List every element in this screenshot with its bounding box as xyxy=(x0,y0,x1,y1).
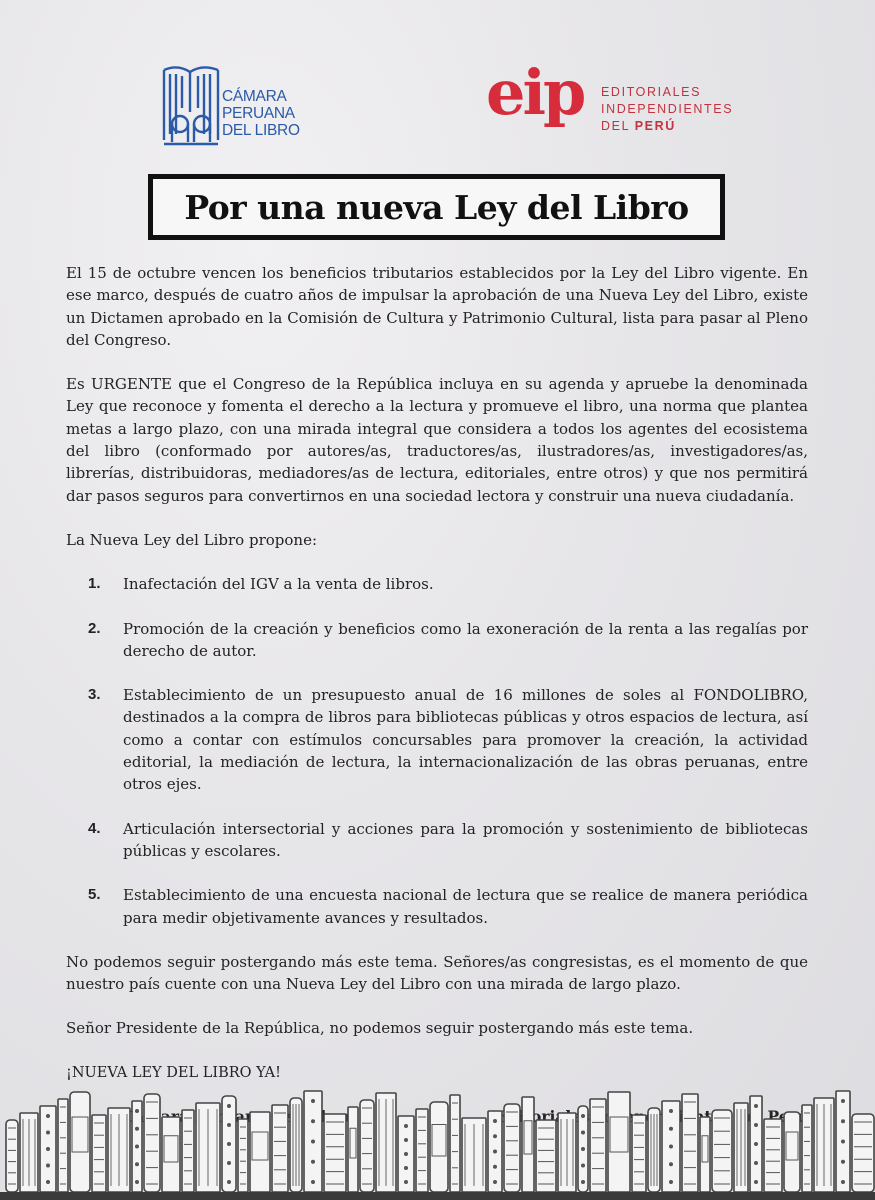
book-spine xyxy=(416,1109,428,1192)
book-spine xyxy=(504,1104,520,1192)
book-spine xyxy=(852,1114,874,1192)
book-spine xyxy=(784,1112,800,1192)
signature-eip: Editoriales xyxy=(495,1107,590,1127)
list-text: Establecimiento de un presupuesto anual de 16 millones de soles al FONDOLIBRO, destinados a la compra de libros para bibliotecas públicas y otros espacios de lectura, así como a contar con estímulos concursables para promover la creación, la actividad editorial, la mediación de lectura, la internacionalización de las obras peruanas, entre otros ejes. xyxy=(123,686,808,794)
letter-body xyxy=(66,262,808,1128)
book-spine xyxy=(734,1103,748,1192)
book-spine xyxy=(764,1119,782,1192)
closing-paragraph: Señor Presidente de la República, no podemos seguir postergando más este tema. xyxy=(66,1019,694,1038)
closing-paragraph: No podemos seguir postergando más este tema. Señores/as congresistas, es el momento de que nuestro país cuente con una Nueva Ley del Libro con una mirada de largo plazo. xyxy=(66,952,808,994)
list-text: Promoción de la creación y beneficios como la exoneración de la renta a las regalías por derecho de autor. xyxy=(123,619,808,660)
book-spine xyxy=(238,1119,248,1192)
list-item xyxy=(66,884,808,929)
eip-logo-text xyxy=(601,84,733,135)
book-spine xyxy=(648,1108,660,1192)
book-spine xyxy=(662,1101,680,1192)
book-spine xyxy=(324,1114,346,1192)
book-spine xyxy=(450,1095,460,1192)
logo-text-line: INDEPENDIENTES xyxy=(601,102,734,116)
book-spine xyxy=(750,1096,762,1192)
camara-peruana-logo xyxy=(160,62,310,152)
slogan: ¡NUEVA LEY DEL LIBRO YA! xyxy=(66,1064,281,1081)
list-number: 2. xyxy=(88,619,101,637)
book-spine xyxy=(376,1093,396,1192)
book-spine xyxy=(558,1113,576,1192)
title-box xyxy=(148,174,725,240)
book-spine xyxy=(836,1091,850,1192)
book-spine xyxy=(462,1118,486,1192)
book-spine xyxy=(632,1115,646,1192)
book-spine xyxy=(398,1116,414,1192)
list-item xyxy=(66,573,808,595)
book-spine xyxy=(360,1100,374,1192)
book-spine xyxy=(522,1097,534,1192)
logo-text-line xyxy=(601,118,733,135)
book-spine xyxy=(304,1091,322,1192)
list-item xyxy=(66,618,808,663)
book-spine xyxy=(290,1098,302,1192)
book-spine xyxy=(348,1107,358,1192)
list-number: 4. xyxy=(88,819,101,837)
list-number: 1. xyxy=(88,575,101,593)
book-spine xyxy=(682,1094,698,1192)
paragraph: Es URGENTE que el Congreso de la República incluya en su agenda y apruebe la denominada Ley que reconoce y fomenta el derecho a la lectura y promueve el libro, una norma que plantea metas a largo plazo, con una mirada integral que considera a todos los agentes del ecosistema del libro (conformado por autores/as, traductores/as, ilustradores/as, investigadores/as, librerías, distribuidoras, mediadores/as de lectura, editoriales, entre otros) y que nos permitirá dar pasos seguros para convertirnos en una sociedad lectora y construir una nueva ciudadanía. xyxy=(66,375,808,505)
list-number: 3. xyxy=(88,686,101,704)
eip-wordmark: eip xyxy=(486,56,584,129)
logo-text-prefix: DEL xyxy=(601,119,635,133)
list-text: Establecimiento de una encuesta nacional de lectura que se realice de manera periódica para medir objetivamente avances y resultados. xyxy=(123,886,808,927)
book-spine xyxy=(608,1092,630,1192)
list-item xyxy=(66,684,808,795)
list-number: 5. xyxy=(88,886,101,904)
logo-text-line: CÁMARA xyxy=(222,88,287,105)
book-spine xyxy=(144,1094,160,1192)
list-text: Articulación intersectorial y acciones para la promoción y sostenimiento de bibliotecas públicas y escolares. xyxy=(123,819,808,860)
logo-text-line: DEL LIBRO xyxy=(222,122,300,139)
list-item xyxy=(66,818,808,863)
eip-logo xyxy=(486,56,734,150)
book-spine xyxy=(536,1120,556,1192)
book-spine xyxy=(590,1099,606,1192)
camara-peruana-logo-text xyxy=(222,88,300,139)
book-spine xyxy=(488,1111,502,1192)
list-intro: La Nueva Ley del Libro propone: xyxy=(66,530,318,549)
book-spine xyxy=(250,1112,270,1192)
book-spine xyxy=(162,1117,180,1192)
book-spine xyxy=(58,1099,68,1192)
proposals-list xyxy=(66,573,808,929)
book-spine xyxy=(40,1106,56,1192)
book-spine xyxy=(196,1103,220,1192)
logo-text-line: EDITORIALES xyxy=(601,85,702,99)
page-title: Por una nueva Ley del Libro xyxy=(184,187,689,227)
book-spine xyxy=(70,1092,90,1192)
book-spine xyxy=(92,1115,106,1192)
book-spine xyxy=(700,1117,710,1192)
book-spine xyxy=(222,1096,236,1192)
book-spine xyxy=(20,1113,38,1192)
book-spine xyxy=(272,1105,288,1192)
paragraph: El 15 de octubre vencen los beneficios tributarios establecidos por la Ley del Libro vigente. En ese marco, después de cuatro años de impulsar la aprobación de una Nueva Ley del Libro, existe un Dictamen aprobado en la Comisión de Cultura y Patrimonio Cultural, lista para pasar al Pleno del Congreso. xyxy=(66,264,808,349)
list-text: Inafectación del IGV a la venta de libros. xyxy=(123,575,434,594)
book-spine xyxy=(6,1120,18,1192)
book-spine xyxy=(712,1110,732,1192)
logo-text-line: PERUANA xyxy=(222,105,295,122)
shelf-base xyxy=(0,1192,875,1200)
bookshelf-illustration xyxy=(0,1088,875,1200)
logo-text-bold: PERÚ xyxy=(634,119,676,133)
book-spine xyxy=(108,1108,130,1192)
book-spine xyxy=(182,1110,194,1192)
book-spine xyxy=(578,1106,588,1192)
open-book-icon xyxy=(160,62,222,150)
book-spine xyxy=(132,1101,142,1192)
book-spine xyxy=(814,1098,834,1192)
book-spine xyxy=(802,1105,812,1192)
book-spine xyxy=(430,1102,448,1192)
